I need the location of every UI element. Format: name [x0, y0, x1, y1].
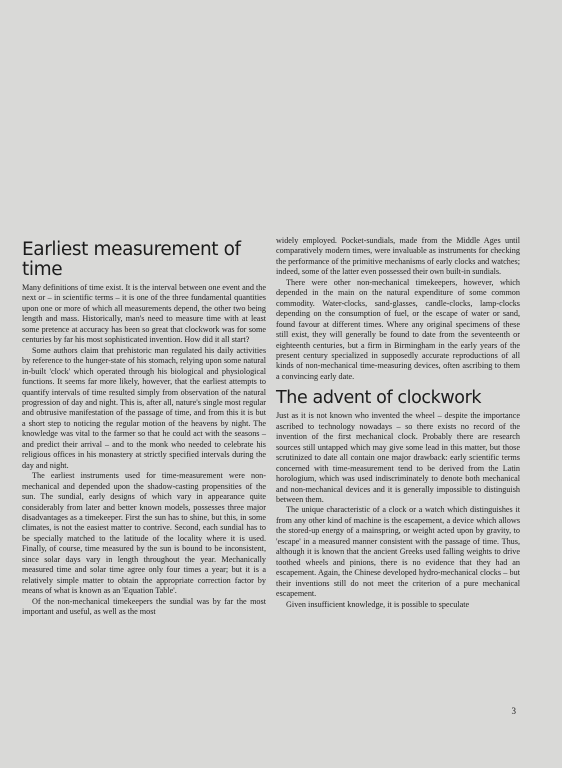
paragraph: The earliest instruments used for time-measurement were non-mechanical and depended upon the shadow-casting propensities of the sun. The sundial, early designs of which vary in appearance quite considerably from later and better known models, possesses three major disadvantages as a timekeeper. First the sun has to shine, but this, in some climates, is not the easiest matter to contrive. Second, each sundial has to be specially matched to the latitude of the locality where it is used. Finally, of course, time measured by the sun is bound to be inconsistent, since solar days vary in length throughout the year. Mechanically measured time and solar time agree only four times a year; but it is a relatively simple matter to obtain the appropriate correction factor by means of what is known as an 'Equation Table'.	[22, 471, 266, 596]
paragraph: widely employed. Pocket-sundials, made from the Middle Ages until comparatively modern times, were invaluable as instruments for checking the performance of the primitive mechanisms of early clocks and watches; indeed, some of the latter even possessed their own built-in sundials.	[276, 236, 520, 277]
paragraph: Many definitions of time exist. It is the interval between one event and the next or – in scientific terms – it is one of the three fundamental quantities upon one or more of which all measurements depend, the other two being length and mass. Historically, man's need to measure time with at least some pretence at accuracy has been so great that clockwork was for some centuries by far his most sophisticated invention. How did it all start?	[22, 283, 266, 345]
section-heading-earliest-measurement: Earliest measurement of time	[22, 239, 241, 280]
paragraph: Of the non-mechanical timekeepers the sundial was by far the most important and useful, as well as the most	[22, 596, 266, 617]
page-number: 3	[511, 706, 516, 716]
paragraph: There were other non-mechanical timekeepers, however, which depended in the main on the natural expenditure of some common commodity. Water-clocks, sand-glasses, candle-clocks, lamp-clocks depending on the consumption of fuel, or the escape of water or sand, found favour at different times. Where any original specimens of these still exist, they will generally be found to date from the seventeenth or eighteenth centuries, but a firm in Birmingham in the early years of the present century specialized in supposedly accurate reproductions of all kinds of non-mechanical time-measuring devices, often ascribing to them a convincing early date.	[276, 277, 520, 381]
left-column	[22, 240, 266, 618]
paragraph: Given insufficient knowledge, it is possible to speculate	[286, 599, 470, 609]
paragraph: Some authors claim that prehistoric man regulated his daily activities by reference to the hunger-state of his stomach, relying upon some natural in-built 'clock' which operated through his biological and physiological functions. It seems far more likely, however, that the earliest attempts to quantify intervals of time resulted simply from observation of the natural progression of day and night. This is, after all, nature's single most regular and obtrusive manifestation of the passage of time, and from this it is but a short step to noticing the regular motion of the heavens by night. The knowledge was vital to the farmer so that he could act with the seasons – and predict their arrival – and to the monk who needed to celebrate his religious offices in his monastery at strictly specified intervals during the day and night.	[22, 345, 266, 470]
section-heading-advent-of-clockwork: The advent of clockwork	[276, 388, 482, 409]
right-column	[276, 236, 520, 610]
paragraph: The unique characteristic of a clock or a watch which distinguishes it from any other kind of machine is the escapement, a device which allows the stored-up energy of a mainspring, or weight acted upon by gravity, to 'escape' in a measured manner consistent with the passage of time. Thus, although it is known that the ancient Greeks used falling weights to drive toothed wheels and pinions, there is no evidence that they had an escapement. Again, the Chinese developed hydro-mechanical clocks – but their inventions still do not meet the criterion of a pure mechanical escapement.	[276, 505, 520, 599]
paragraph: Just as it is not known who invented the wheel – despite the importance ascribed to technology nowadays – so there exists no record of the invention of the first mechanical clock. Probably there are research sources still untapped which may give some lead in this matter, but those scrutinized to date all contain one major drawback: early scientific terms concerned with time-measurement tend to be derived from the Latin horologium, which was used indiscriminately to denote both mechanical and non-mechanical devices and it is generally impossible to distinguish between them.	[276, 411, 520, 504]
